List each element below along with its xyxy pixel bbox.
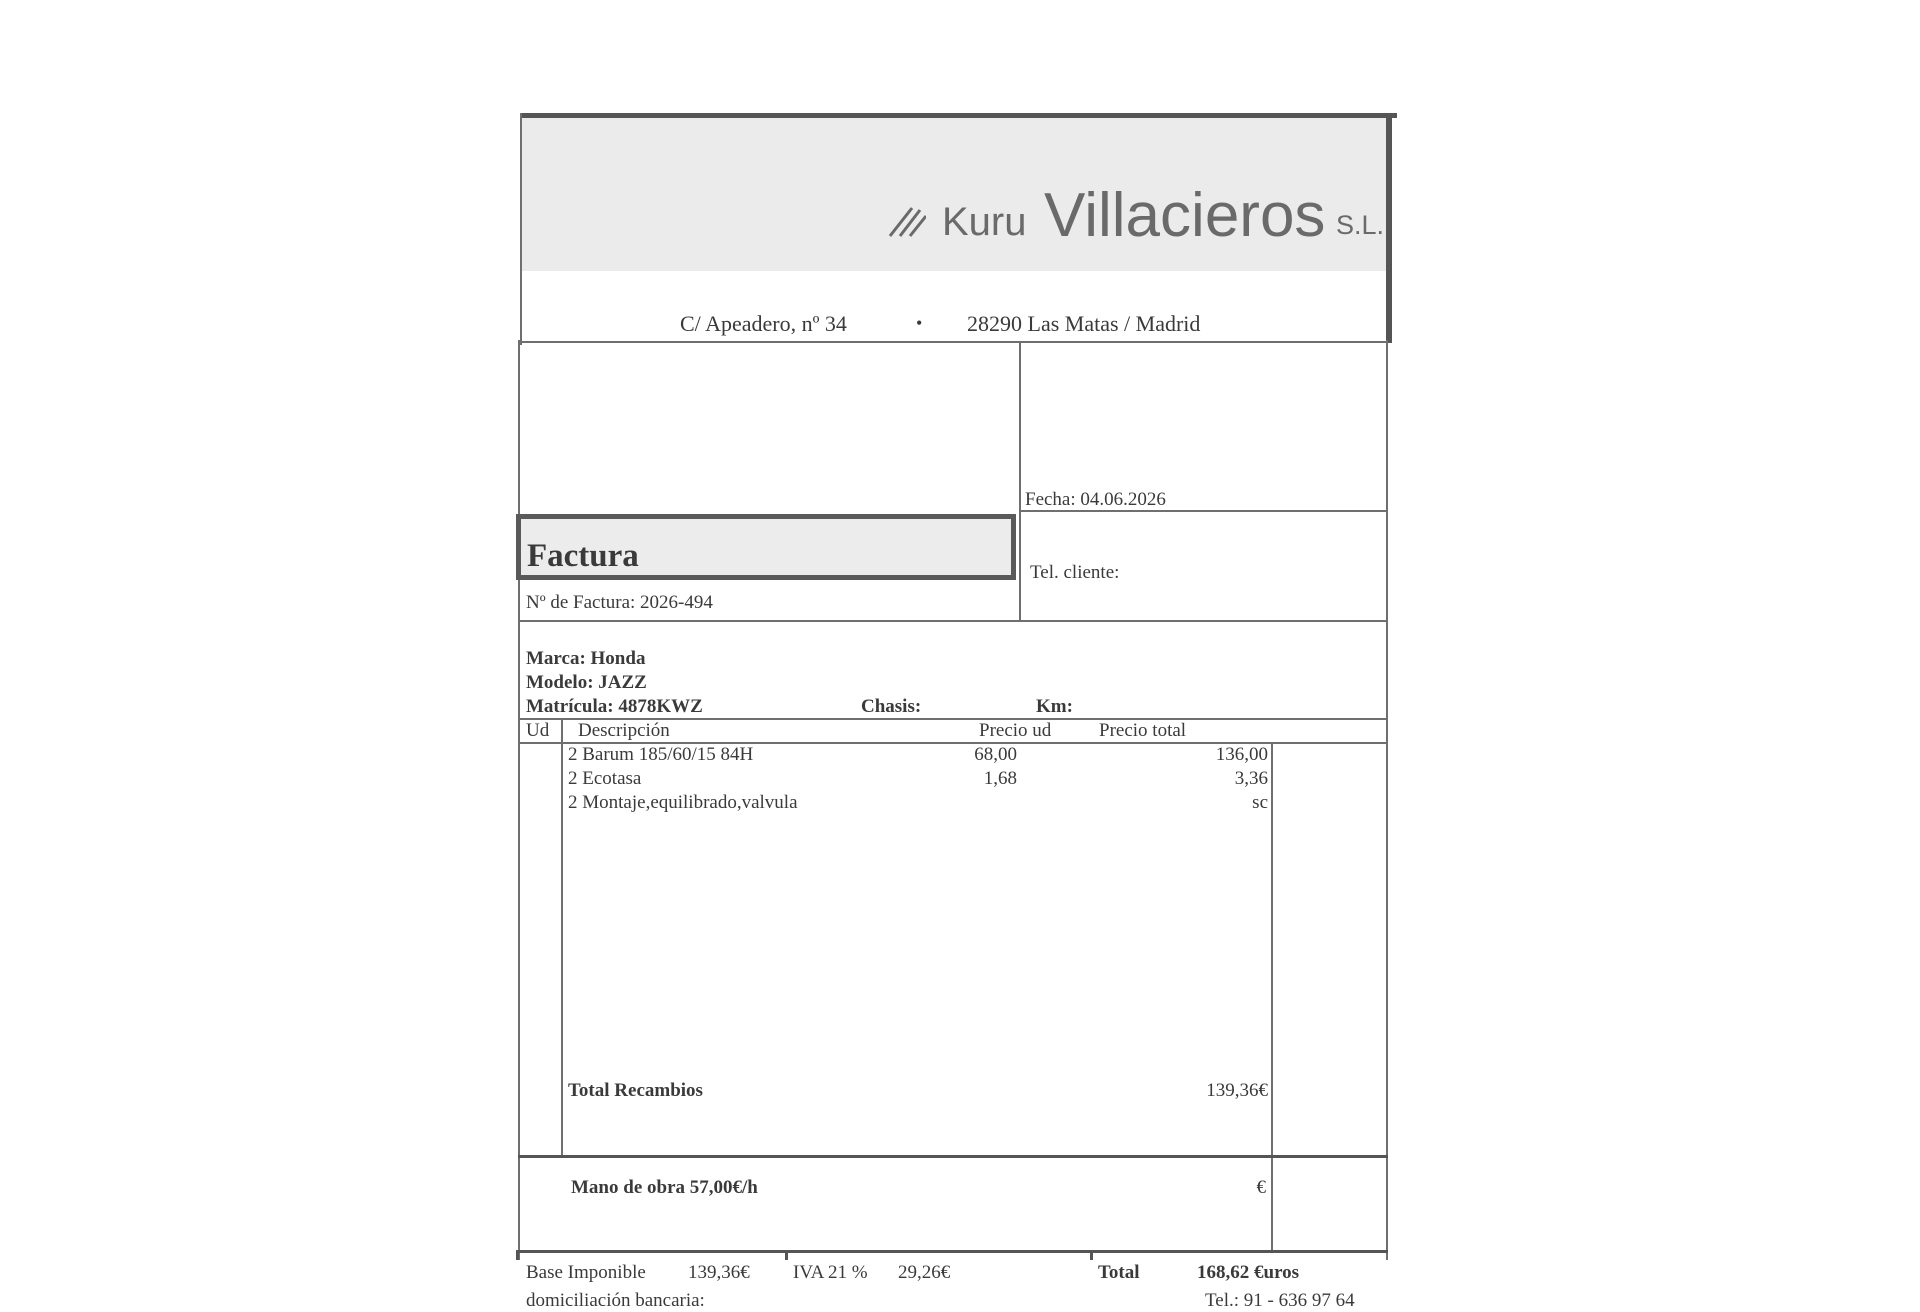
table-row-precio-total: sc: [1252, 792, 1268, 813]
table-right-divider: [1271, 743, 1273, 1253]
invoice-number: Nº de Factura: 2026-494: [526, 592, 713, 613]
rule-below-invoice-number: [518, 620, 1388, 622]
totals-divider-1: [785, 1250, 788, 1260]
table-row-desc: 2 Barum 185/60/15 84H: [568, 744, 754, 765]
address-separator: •: [916, 313, 923, 333]
header-left-border: [520, 113, 522, 345]
total-label: Total: [1098, 1262, 1140, 1283]
labor-value: €: [1256, 1177, 1266, 1198]
table-ud-divider: [561, 718, 563, 1156]
labor-label: Mano de obra 57,00€/h: [571, 1177, 758, 1198]
iva-label: IVA 21 %: [793, 1262, 868, 1283]
logo-stripes-icon: [888, 202, 926, 238]
totals-top-rule: [516, 1250, 1388, 1253]
address-city: 28290 Las Matas / Madrid: [967, 311, 1201, 336]
vehicle-matricula: Matrícula: 4878KWZ: [526, 696, 703, 717]
total-recambios-label: Total Recambios: [568, 1080, 703, 1101]
header-descripcion: Descripción: [578, 720, 670, 741]
totals-divider-2: [1090, 1250, 1093, 1260]
vehicle-chasis-label: Chasis:: [861, 696, 922, 717]
logo-suffix: S.L.: [1336, 210, 1385, 240]
table-row-precio-ud: 1,68: [983, 768, 1017, 789]
client-box-divider: [1019, 341, 1021, 621]
total-value: 168,62 €uros: [1197, 1262, 1300, 1283]
base-imponible-label: Base Imponible: [526, 1262, 646, 1283]
header-ud: Ud: [526, 720, 550, 741]
rule-below-address: [518, 341, 1388, 343]
total-recambios-value: 139,36€: [1206, 1080, 1268, 1101]
table-bottom-rule: [518, 1155, 1388, 1158]
logo-main: Villacieros: [1044, 181, 1326, 250]
table-row-precio-total: 136,00: [1215, 744, 1268, 765]
footer-domiciliacion: domiciliación bancaria:: [526, 1290, 705, 1311]
frame-right: [1386, 340, 1388, 1260]
table-row-precio-ud: 68,00: [974, 744, 1017, 765]
frame-left: [518, 340, 520, 1260]
totals-left-border: [516, 1250, 519, 1260]
base-imponible-value: 139,36€: [688, 1262, 750, 1283]
header-precio-ud: Precio ud: [979, 720, 1052, 741]
header-top-border: [521, 113, 1397, 118]
invoice-date: Fecha: 04.06.2026: [1025, 489, 1166, 510]
vehicle-marca: Marca: Honda: [526, 648, 646, 669]
invoice-title: Factura: [527, 538, 639, 574]
vehicle-km-label: Km:: [1036, 696, 1073, 717]
tel-cliente-label: Tel. cliente:: [1030, 562, 1120, 583]
footer-phone: Tel.: 91 - 636 97 64: [1205, 1290, 1355, 1311]
logo-prefix: Kuru: [942, 200, 1027, 244]
vehicle-modelo: Modelo: JAZZ: [526, 672, 647, 693]
table-row-desc: 2 Montaje,equilibrado,valvula: [568, 792, 798, 813]
iva-value: 29,26€: [898, 1262, 951, 1283]
header-precio-total: Precio total: [1099, 720, 1187, 741]
table-row-desc: 2 Ecotasa: [568, 768, 642, 789]
company-logo: [888, 180, 1388, 250]
address-street: C/ Apeadero, nº 34: [680, 311, 847, 336]
table-row-precio-total: 3,36: [1234, 768, 1268, 789]
